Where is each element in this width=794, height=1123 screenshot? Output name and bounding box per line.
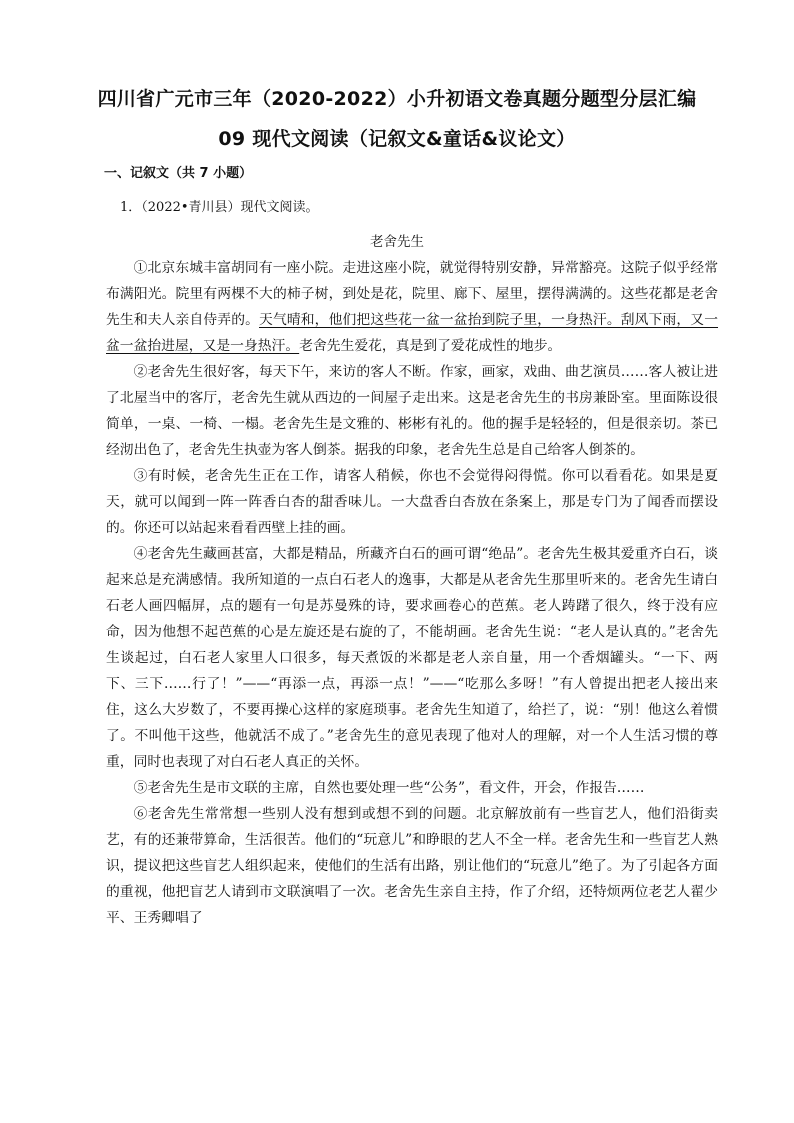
passage-body [106, 255, 718, 931]
paragraph-4: ④老舍先生藏画甚富，大都是精品，所藏齐白石的画可谓“绝品”。老舍先生极其爱重齐白石，谈起来总是充满感情。我所知道的一点白石老人的逸事，大都是从老舍先生那里听来的。老舍先生请白石老人画四幅屏，点的题有一句是苏曼殊的诗，要求画卷心的芭蕉。老人踌躇了很久，终于没有应命，因为他想不起芭蕉的心是左旋还是右旋的了，不能胡画。老舍先生说：“老人是认真的。”老舍先生谈起过，白石老人家里人口很多，每天煮饭的米都是老人亲自量，用一个香烟罐头。“一下、两下、三下……行了！”——“再添一点，再添一点！”——“吃那么多呀！”有人曾提出把老人接出来住，这么大岁数了，不要再操心这样的家庭琐事。老舍先生知道了，给拦了，说：“别！他这么着惯了。不叫他干这些，他就活不成了。”老舍先生的意见表现了他对人的理解，对一个人生活习惯的尊重，同时也表现了对白石老人真正的关怀。 [106, 546, 718, 770]
question-intro: 1．（2022•青川县）现代文阅读。 [120, 200, 319, 215]
passage-title: 老舍先生 [370, 234, 424, 250]
document-title: 四川省广元市三年（2020-2022）小升初语文卷真题分题型分层汇编 [97, 88, 697, 110]
paragraph-1 [106, 255, 718, 359]
paragraph-2: ②老舍先生很好客，每天下午，来访的客人不断。作家，画家，戏曲、曲艺演员……客人被让进了北屋当中的客厅，老舍先生就从西边的一间屋子走出来。这是老舍先生的书房兼卧室。里面陈设很简单，一桌、一椅、一榻。老舍先生是文雅的、彬彬有礼的。他的握手是轻轻的，但是很亲切。茶已经沏出色了，老舍先生执壶为客人倒茶。据我的印象，老舍先生总是自己给客人倒茶的。 [106, 364, 718, 458]
underlined-sentence: 天气晴和，他们把这些花一盆一盆抬到院子里，一身热汗。刮风下雨，又一盆一盆抬进屋，又是一身热汗。 [106, 312, 719, 354]
paragraph-6: ⑥老舍先生常常想一些别人没有想到或想不到的问题。北京解放前有一些盲艺人，他们沿街卖艺，有的还兼带算命，生活很苦。他们的“玩意儿”和睁眼的艺人不全一样。老舍先生和一些盲艺人熟识，提议把这些盲艺人组织起来，使他们的生活有出路，别让他们的“玩意儿”绝了。为了引起各方面的重视，他把盲艺人请到市文联演唱了一次。老舍先生亲自主持，作了介绍，还特烦两位老艺人翟少平、王秀卿唱了 [106, 806, 718, 926]
section-heading: 一、记叙文（共 7 小题） [104, 166, 253, 181]
paragraph-1-text-before: ①北京东城丰富胡同有一座小院。走进这座小院，就觉得特别安静，异常豁亮。这院子似乎经常布满阳光。院里有两棵不大的柿子树，到处是花，院里、廊下、屋里，摆得满满的。这些花都是老舍先生和夫人亲自侍弄的。 [106, 260, 718, 328]
paragraph-5: ⑤老舍先生是市文联的主席，自然也要处理一些“公务”，看文件，开会，作报告…… [133, 780, 645, 796]
paragraph-3: ③有时候，老舍先生正在工作，请客人稍候，你也不会觉得闷得慌。你可以看看花。如果是夏天，就可以闻到一阵一阵香白杏的甜香味儿。一大盘香白杏放在条案上，那是专门为了闻香而摆设的。你还可以站起来看看西壁上挂的画。 [106, 468, 718, 536]
document-subtitle: 09 现代文阅读（记叙文&童话&议论文） [218, 128, 576, 150]
paragraph-1-text-after: 老舍先生爱花，真是到了爱花成性的地步。 [299, 338, 562, 354]
